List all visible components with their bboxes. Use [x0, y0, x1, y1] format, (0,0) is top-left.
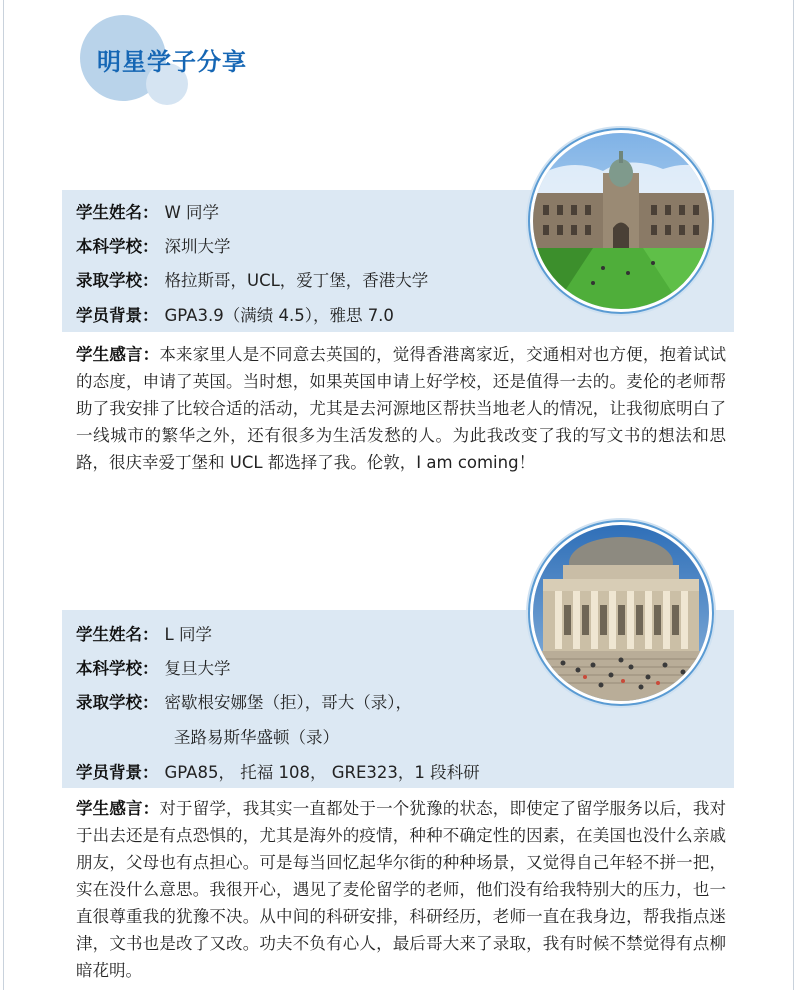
- student-2-name-row: [76, 625, 212, 645]
- student-1-feeling: [76, 341, 726, 476]
- background-label: 学员背景：: [76, 763, 159, 782]
- admitted-schools-line-1: 密歇根安娜堡（拒），哥大（录），: [164, 693, 412, 712]
- student-1-background-row: [76, 306, 394, 326]
- student-1-undergrad-row: [76, 237, 231, 257]
- undergrad-label: 本科学校：: [76, 237, 159, 256]
- admitted-schools: 格拉斯哥，UCL，爱丁堡，香港大学: [164, 271, 429, 290]
- feeling-label: 学生感言：: [76, 799, 160, 818]
- name-label: 学生姓名：: [76, 203, 159, 222]
- undergrad-school: 深圳大学: [164, 237, 231, 256]
- frame-right-line: [793, 0, 794, 990]
- admitted-label: 录取学校：: [76, 693, 159, 712]
- admitted-label: 录取学校：: [76, 271, 159, 290]
- student-name: W 同学: [164, 203, 220, 222]
- student-2-background-row: [76, 763, 480, 783]
- student-background: GPA85， 托福 108， GRE323，1 段科研: [164, 763, 480, 782]
- student-2-admitted-row: [76, 693, 412, 713]
- undergrad-label: 本科学校：: [76, 659, 159, 678]
- student-name: L 同学: [164, 625, 212, 644]
- feeling-text: 对于留学，我其实一直都处于一个犹豫的状态，即使定了留学服务以后，我对于出去还是有点恐惧的，尤其是海外的疫情，种种不确定性的因素，在美国也没什么亲戚朋友，父母也有点担心。可是每当回忆起华尔街的种种场景，又觉得自己年轻不拼一把，实在没什么意思。我很开心，遇见了麦伦留学的老师，他们没有给我特别大的压力，也一直很尊重我的犹豫不决。从中间的科研安排，科研经历，老师一直在我身边，帮我指点迷津，文书也是改了又改。功夫不负有心人，最后哥大来了录取，我有时候不禁觉得有点柳暗花明。: [76, 799, 727, 980]
- name-label: 学生姓名：: [76, 625, 159, 644]
- student-2-undergrad-row: [76, 659, 231, 679]
- student-1-campus-photo: [530, 130, 712, 312]
- page-title: 明星学子分享: [97, 48, 247, 76]
- feeling-label: 学生感言：: [76, 345, 160, 364]
- frame-left-line: [3, 0, 4, 990]
- student-background: GPA3.9（满绩 4.5），雅思 7.0: [164, 306, 394, 325]
- student-2-feeling: [76, 795, 726, 984]
- student-1-admitted-row: [76, 271, 428, 291]
- student-2-admitted-row-2: [174, 728, 339, 748]
- admitted-schools-line-2: 圣路易斯华盛顿（录）: [174, 728, 339, 747]
- undergrad-school: 复旦大学: [164, 659, 231, 678]
- student-1-name-row: [76, 203, 219, 223]
- student-2-campus-photo: [530, 522, 712, 704]
- feeling-text: 本来家里人是不同意去英国的，觉得香港离家近，交通相对也方便，抱着试试的态度，申请了英国。当时想，如果英国申请上好学校，还是值得一去的。麦伦的老师帮助了我安排了比较合适的活动，尤其是去河源地区帮扶当地老人的情况，让我彻底明白了一线城市的繁华之外，还有很多为生活发愁的人。为此我改变了我的写文书的想法和思路，很庆幸爱丁堡和 UCL 都选择了我。伦敦，I am coming！: [76, 345, 727, 472]
- background-label: 学员背景：: [76, 306, 159, 325]
